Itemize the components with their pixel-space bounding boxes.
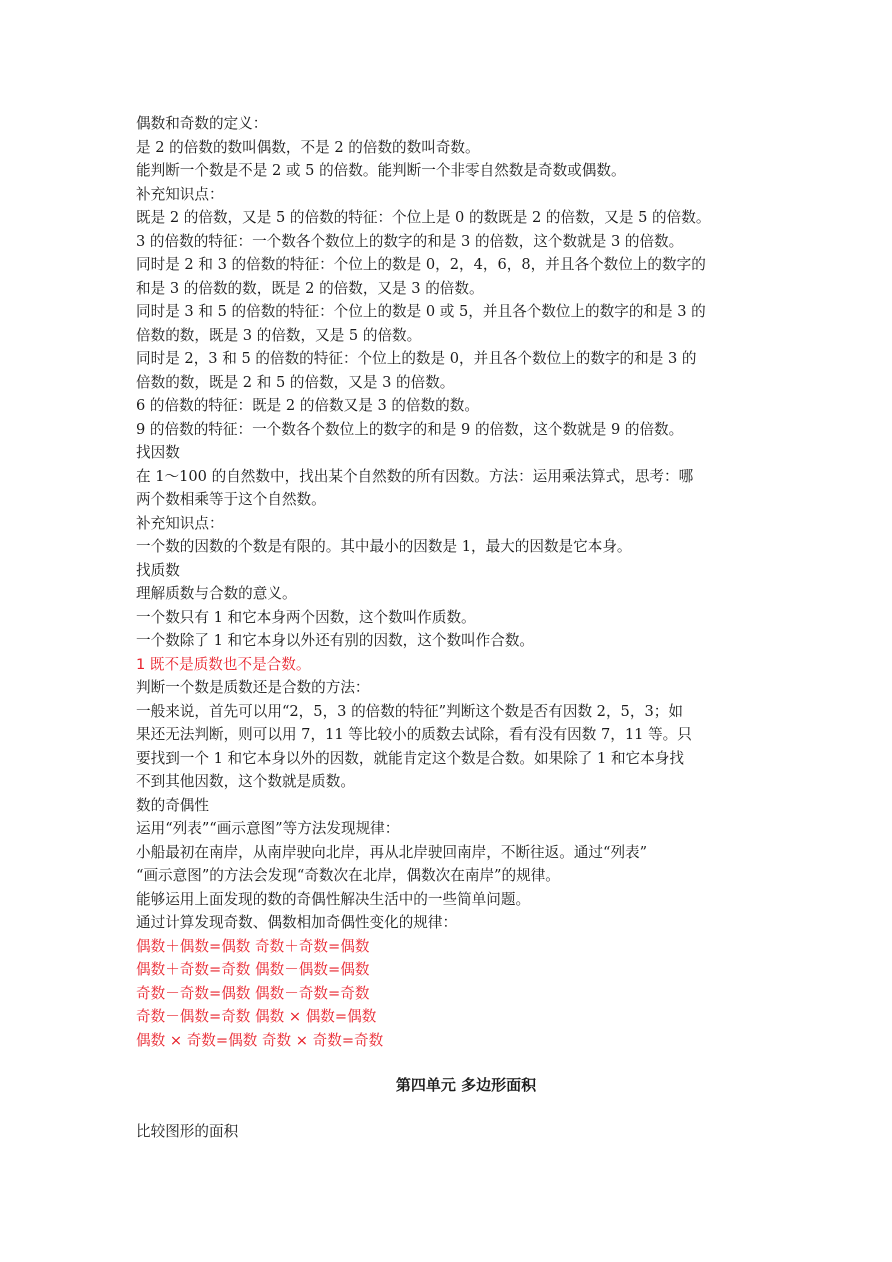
document-body (136, 112, 776, 1052)
highlighted-line: 1 既不是质数也不是合数。 (136, 655, 311, 673)
paragraph-line: 3 的倍数的特征：一个数各个数位上的数字的和是 3 的倍数，这个数就是 3 的倍数。 (136, 232, 684, 250)
paragraph-line: 是 2 的倍数的数叫偶数，不是 2 的倍数的数叫奇数。 (136, 138, 480, 156)
paragraph-line: 在 1～100 的自然数中，找出某个自然数的所有因数。方法：运用乘法算式，思考：哪 (136, 467, 694, 485)
paragraph-line: 通过计算发现奇数、偶数相加奇偶性变化的规律： (136, 914, 458, 931)
paragraph-line: 能够运用上面发现的数的奇偶性解决生活中的一些简单问题。 (136, 890, 531, 908)
paragraph-line: 同时是 2，3 和 5 的倍数的特征：个位上的数是 0，并且各个数位上的数字的和是 3 的 (136, 350, 697, 367)
paragraph-line: 6 的倍数的特征：既是 2 的倍数又是 3 的倍数的数。 (136, 397, 479, 414)
paragraph-line: 补充知识点： (136, 514, 224, 532)
paragraph-line: 一个数只有 1 和它本身两个因数，这个数叫作质数。 (136, 608, 476, 626)
paragraph-line: 找质数 (136, 561, 180, 579)
paragraph-line: 一个数除了 1 和它本身以外还有别的因数，这个数叫作合数。 (136, 632, 535, 649)
paragraph-line: 小船最初在南岸，从南岸驶向北岸，再从北岸驶回南岸，不断往返。通过“列表” (136, 843, 648, 861)
document-page (136, 112, 776, 1143)
highlighted-line: 偶数＋奇数=奇数 偶数－偶数=偶数 (136, 961, 370, 978)
highlighted-line: 偶数 × 奇数=偶数 奇数 × 奇数=奇数 (136, 1031, 384, 1049)
paragraph-line: 和是 3 的倍数的数，既是 2 的倍数，又是 3 的倍数。 (136, 279, 484, 297)
paragraph-line: 偶数和奇数的定义： (136, 115, 268, 132)
paragraph-line: 倍数的数，既是 2 和 5 的倍数，又是 3 的倍数。 (136, 373, 455, 391)
paragraph-line: 比较图形的面积 (136, 1122, 239, 1140)
highlighted-line: 偶数＋偶数=偶数 奇数＋奇数=偶数 (136, 937, 370, 955)
paragraph-line: 同时是 2 和 3 的倍数的特征：个位上的数是 0，2，4，6，8，并且各个数位上的数字的 (136, 256, 706, 273)
paragraph-line: 两个数相乘等于这个自然数。 (136, 491, 326, 508)
paragraph-line: 不到其他因数，这个数就是质数。 (136, 773, 355, 790)
highlighted-line: 奇数－奇数=偶数 偶数－奇数=奇数 (136, 984, 370, 1002)
paragraph-line: 要找到一个 1 和它本身以外的因数，就能肯定这个数是合数。如果除了 1 和它本身找 (136, 749, 684, 767)
paragraph-line: 既是 2 的倍数，又是 5 的倍数的特征：个位上是 0 的数既是 2 的倍数，又是 5 的倍数。 (136, 209, 711, 226)
paragraph-line: 能判断一个数是不是 2 或 5 的倍数。能判断一个非零自然数是奇数或偶数。 (136, 162, 626, 179)
paragraph-line: 补充知识点： (136, 185, 224, 203)
paragraph-line: 理解质数与合数的意义。 (136, 585, 297, 602)
highlighted-line: 奇数－偶数=奇数 偶数 × 偶数=偶数 (136, 1008, 377, 1025)
paragraph-line: 一般来说，首先可以用“2，5，3 的倍数的特征”判断这个数是否有因数 2，5，3；如 (136, 702, 683, 720)
paragraph-line: 判断一个数是质数还是合数的方法： (136, 679, 370, 696)
paragraph-line: 倍数的数，既是 3 的倍数，又是 5 的倍数。 (136, 326, 422, 344)
paragraph-line: 运用“列表”“画示意图”等方法发现规律： (136, 820, 400, 837)
paragraph-line: 找因数 (136, 444, 180, 461)
paragraph-line: 一个数的因数的个数是有限的。其中最小的因数是 1，最大的因数是它本身。 (136, 538, 632, 555)
paragraph-line: 果还无法判断，则可以用 7，11 等比较小的质数去试除，看有没有因数 7，11 等。只 (136, 726, 692, 743)
paragraph-line: 数的奇偶性 (136, 796, 209, 814)
paragraph-line: “画示意图”的方法会发现“奇数次在北岸，偶数次在南岸”的规律。 (136, 867, 560, 884)
paragraph-line: 9 的倍数的特征：一个数各个数位上的数字的和是 9 的倍数，这个数就是 9 的倍数。 (136, 420, 684, 438)
paragraph-line: 同时是 3 和 5 的倍数的特征：个位上的数是 0 或 5，并且各个数位上的数字的和是 3 的 (136, 303, 706, 320)
section-heading: 第四单元 多边形面积 (395, 1076, 537, 1094)
